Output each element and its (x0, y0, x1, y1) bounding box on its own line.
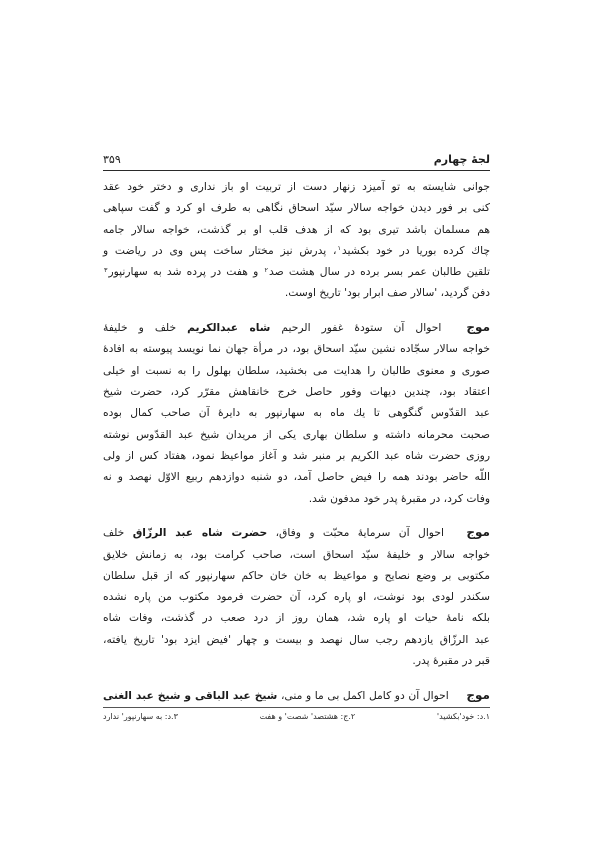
footnote-2: ۲.ج: هشتصد' شصت' و هفت (259, 712, 356, 721)
section-marker: موج (466, 687, 490, 702)
text-line: بلکه نامهٔ حیات او پاره شد، همان روز از درد صعب در گذشت، وفات شاه (103, 611, 490, 625)
text-body (103, 176, 490, 706)
footnote-ref: ۳ (104, 265, 108, 274)
heading-name: شاه عبدالکریم (187, 321, 271, 335)
section-marker: موج (466, 525, 490, 540)
running-head (103, 150, 490, 168)
text-line: وفات کرد، در مقبرهٔ پدر خود مدفون شد. (308, 491, 490, 505)
footnote-ref: ۲ (264, 265, 268, 274)
text-line: هم مسلمان باشد تیری بود که از هدف قلب او بر گذشت، خواجه سالار جامه (103, 222, 490, 236)
paragraph-2 (103, 317, 490, 509)
text-line: روزی حضرت شاه عبد الکریم بر منبر شد و آغاز مواعیظ نمود، هفتاد کس از ولی (103, 448, 490, 462)
section-marker: موج (466, 320, 490, 335)
heading-text: خلف (103, 526, 125, 540)
section-heading (103, 317, 490, 338)
footnote-1: ۱.د: خود'بکشید' (436, 712, 490, 721)
heading-text: احوال آن سرمایهٔ محبّت و وفاق، (275, 526, 444, 540)
text-line: خواجه سالار و خلیفهٔ سیّد اسحاق است، صاحب کرامت بود، به زمانش خلایق (103, 547, 490, 561)
text-line: دفن گردید، 'سالار صف ابرار بود' تاریخ اوست. (284, 286, 490, 300)
text-line: اعتقاد بود، چندین دیهات وفور حاصل خرج خانقاهش مقرّر کرد، حضرت شیخ (103, 385, 490, 399)
section-heading (103, 522, 490, 543)
text-segment: تلقین طالبان عمر بسر برده در سال هشت صد (268, 265, 490, 279)
text-line: صحبت محرمانه داشته و سلطان بهاری یکی از مریدان شیخ عبد القدّوس نوشته (103, 427, 490, 441)
chapter-title: لجهٔ چهارم (433, 152, 490, 166)
text-line: قبر در مقبرهٔ پدر. (412, 654, 490, 668)
text-line: عبد القدّوس گنگوهی تا یك ماه به سهارنپور به دایرهٔ آن صاحب کمال بوده (103, 406, 490, 420)
text-line: کنی بر فور دیدن خواجه سالار سیّد اسحاق نگاهی به طرف او کرد و گفت سپاهی (103, 201, 490, 215)
header-rule (103, 170, 490, 171)
text-line: جوانی شایسته به تو آمیزد زنهار دست از تربیت او باز نداری و دختر خود عقد (103, 180, 490, 193)
paragraph-3 (103, 522, 490, 671)
page-number: ۳۵۹ (103, 152, 121, 166)
section-heading (103, 685, 490, 706)
text-line: مکتوبی بر وضع نصایح و مواعیظ به خان خان حاکم سهارنپور که از قبل سلطان (103, 568, 490, 582)
text-segment: ، پدرش نیز مختار ساخت پس وی در ریاضت و (103, 243, 337, 257)
heading-name: شیخ عبد الباقی و شیخ عبد الغنی (103, 688, 278, 702)
heading-text: خلف و خلیفهٔ (103, 321, 177, 335)
heading-text: احوال آن دو کامل اکمل بی ما و منی، (280, 688, 449, 702)
heading-name: حضرت شاه عبد الرزّاق (132, 526, 268, 540)
text-line: صوری و معنوی طالبان را هدایت می بخشید، سلطان بهلول را به نسبت او خیلی (103, 363, 490, 377)
text-line: سکندر لودی بود نوشت، او پاره کرد، آن حضرت فرمود مکتوب من پاره نشده (103, 590, 490, 604)
text-line: خواجه سالار سجّاده نشین سیّد اسحاق بود، در مرأة جهان نما نویسد پیوسته به افادهٔ (103, 342, 490, 356)
text-segment: و هفت در پرده شد به سهارنپور (108, 265, 264, 279)
text-line: عبد الرزّاق یازدهم رجب سال نهصد و بیست و چهار 'فیض ایزد بود' تاریخ یافته، (103, 632, 490, 646)
text-line (103, 261, 490, 282)
footnotes (103, 711, 490, 723)
footnote-3: ۳.د: به سهارنپور' ندارد (103, 712, 178, 721)
text-line (103, 240, 490, 261)
text-segment: چاك کرده بوریا در خود بکشید (341, 243, 490, 257)
footnote-rule (103, 707, 490, 708)
text-line: اللّه حاضر بودند همه را فیض حاصل آمد، دو شنبه دوازدهم ربیع الاوّل نهصد و نه (103, 470, 490, 484)
heading-text: احوال آن ستودهٔ غفور الرحیم (281, 321, 442, 335)
paragraph-4 (103, 685, 490, 706)
footnote-ref: ۱ (337, 244, 341, 253)
paragraph-1 (103, 176, 490, 304)
